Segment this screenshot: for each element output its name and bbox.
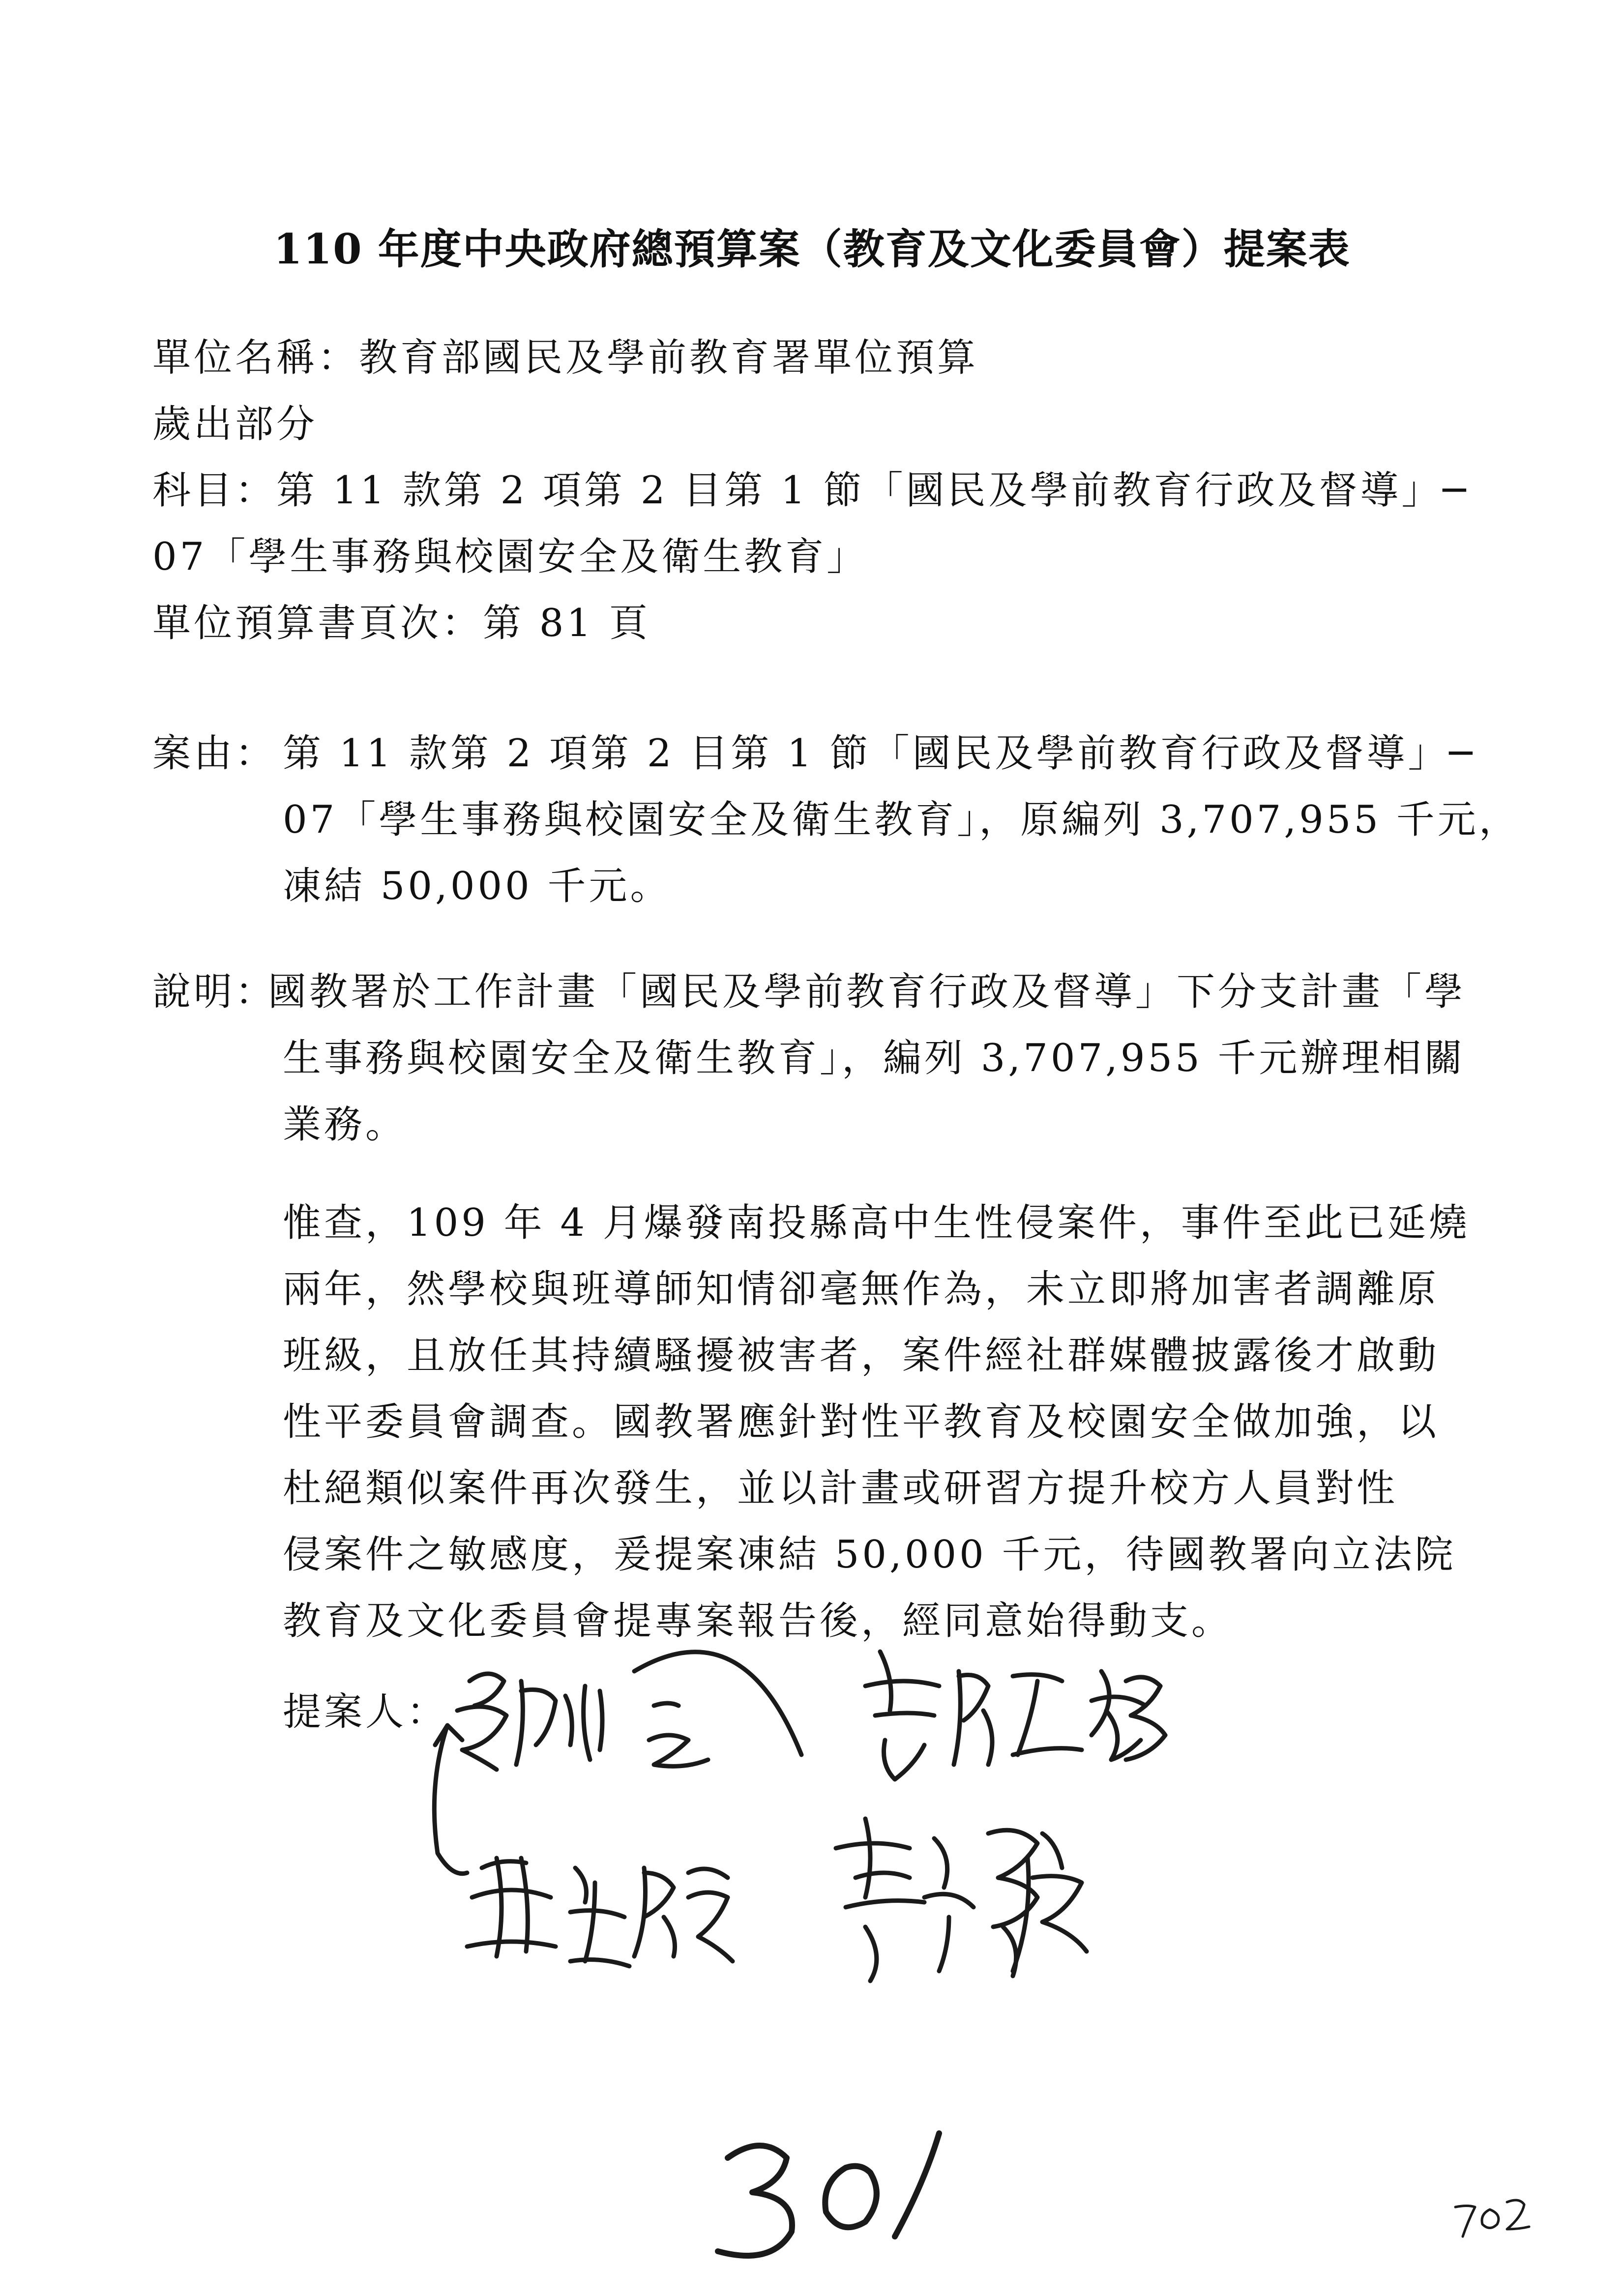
- explanation-line: 生事務與校園安全及衛生教育」，編列 3,707,955 千元辦理相關: [283, 1036, 1466, 1080]
- proposer-label: 提案人：: [283, 1690, 448, 1734]
- explanation-paragraph-line: 杜絕類似案件再次發生，並以計畫或研習方提升校方人員對性: [283, 1466, 1398, 1511]
- subject-line-1: 科目：第 11 款第 2 項第 2 目第 1 節「國民及學前教育行政及督導」─: [152, 468, 1469, 513]
- section-name: 歲出部分: [152, 402, 318, 446]
- reason-line: 07「學生事務與校園安全及衛生教育」，原編列 3,707,955 千元，: [283, 798, 1520, 842]
- document-title: 110 年度中央政府總預算案（教育及文化委員會）提案表: [273, 225, 1351, 273]
- explanation-paragraph-line: 惟查，109 年 4 月爆發南投縣高中生性侵案件，事件至此已延燒: [283, 1201, 1470, 1245]
- reason-line: 凍結 50,000 千元。: [283, 864, 672, 908]
- reason-label: 案由：: [152, 731, 277, 776]
- arrow-line: [434, 1725, 467, 1874]
- unit-name: 單位名稱：教育部國民及學前教育署單位預算: [152, 336, 979, 380]
- explanation-paragraph-line: 班級，且放任其持續騷擾被害者，案件經社群媒體披露後才啟動: [283, 1334, 1440, 1378]
- explanation-label: 說明：: [152, 970, 277, 1014]
- explanation-paragraph-line: 侵案件之敏感度，爰提案凍結 50,000 千元，待國教署向立法院: [283, 1533, 1456, 1577]
- subject-line-2: 07「學生事務與校園安全及衛生教育」: [152, 535, 868, 579]
- explanation-line: 國教署於工作計畫「國民及學前教育行政及督導」下分支計畫「學: [268, 970, 1466, 1014]
- explanation-line: 業務。: [283, 1103, 407, 1147]
- signature-3: [467, 1858, 733, 1966]
- reason-line: 第 11 款第 2 項第 2 目第 1 節「國民及學前教育行政及督導」─: [283, 731, 1476, 776]
- budget-page-reference: 單位預算書頁次：第 81 頁: [152, 601, 650, 645]
- explanation-paragraph-line: 性平委員會調查。國教署應針對性平教育及校園安全做加強，以: [283, 1400, 1440, 1444]
- handwritten-corner-number: [1455, 2200, 1529, 2237]
- explanation-paragraph-line: 教育及文化委員會提專案報告後，經同意始得動支。: [283, 1599, 1233, 1643]
- explanation-paragraph-line: 兩年，然學校與班導師知情卻毫無作為，未立即將加害者調離原: [283, 1267, 1440, 1311]
- signature-2: [865, 1652, 1165, 1779]
- signature-4: [836, 1819, 1087, 1981]
- signature-1: [457, 1674, 708, 1770]
- handwritten-page-number: [718, 2133, 939, 2256]
